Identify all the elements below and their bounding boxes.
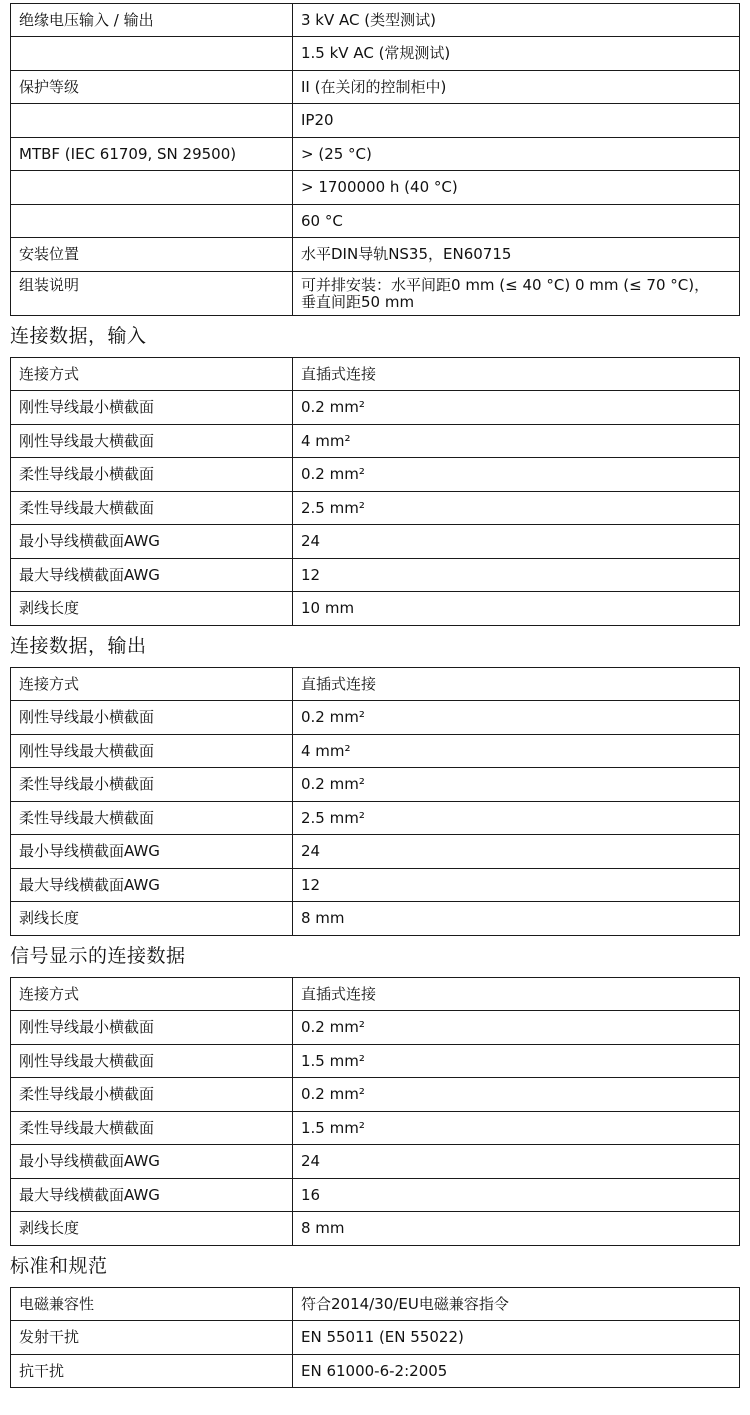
row-label: 连接方式 (11, 358, 293, 391)
section-title-signal: 信号显示的连接数据 (10, 945, 186, 967)
row-value-line: 可并排安装：水平间距0 mm (≤ 40 °C) 0 mm (≤ 70 °C)， (301, 275, 710, 294)
spec-table-general (10, 3, 740, 316)
table-row (11, 205, 740, 238)
table-row (11, 238, 740, 272)
table-row (11, 37, 740, 71)
spec-table-input (10, 357, 740, 626)
row-value: 2.5 mm² (293, 492, 740, 525)
row-value: 8 mm (293, 1212, 740, 1246)
table-row (11, 869, 740, 902)
table-row (11, 978, 740, 1011)
table-row (11, 1321, 740, 1355)
row-value: 0.2 mm² (293, 391, 740, 425)
row-value-line: 垂直间距50 mm (301, 292, 415, 311)
row-label: 刚性导线最大横截面 (11, 1045, 293, 1078)
row-value: 24 (293, 1145, 740, 1179)
row-label: 刚性导线最小横截面 (11, 391, 293, 425)
table-row (11, 592, 740, 626)
row-label: 剥线长度 (11, 592, 293, 626)
row-value: 10 mm (293, 592, 740, 626)
table-row (11, 272, 740, 316)
row-value: 1.5 kV AC (常规测试) (293, 37, 740, 71)
row-label: 最小导线横截面AWG (11, 525, 293, 559)
row-label: 最大导线横截面AWG (11, 869, 293, 902)
row-label: 连接方式 (11, 668, 293, 701)
table-row (11, 1288, 740, 1321)
table-row (11, 391, 740, 425)
row-label: 柔性导线最大横截面 (11, 1112, 293, 1145)
row-label: 最大导线横截面AWG (11, 559, 293, 592)
table-row (11, 668, 740, 701)
table-row (11, 559, 740, 592)
row-value: 60 °C (293, 205, 740, 238)
row-value: 符合2014/30/EU电磁兼容指令 (293, 1288, 740, 1321)
row-label: 绝缘电压输入 / 输出 (11, 4, 293, 37)
row-label (11, 205, 293, 238)
row-value: 1.5 mm² (293, 1045, 740, 1078)
row-value: II (在关闭的控制柜中) (293, 71, 740, 104)
row-value: 0.2 mm² (293, 1078, 740, 1112)
row-label: MTBF (IEC 61709, SN 29500) (11, 138, 293, 171)
row-label: 最大导线横截面AWG (11, 1179, 293, 1212)
row-value (293, 272, 740, 316)
row-value: 直插式连接 (293, 978, 740, 1011)
row-label: 抗干扰 (11, 1355, 293, 1388)
row-label: 柔性导线最小横截面 (11, 768, 293, 802)
table-row (11, 358, 740, 391)
row-value: 水平DIN导轨NS35，EN60715 (293, 238, 740, 272)
row-label: 刚性导线最小横截面 (11, 1011, 293, 1045)
row-value: 直插式连接 (293, 358, 740, 391)
row-value: 0.2 mm² (293, 1011, 740, 1045)
table-row (11, 492, 740, 525)
row-label: 发射干扰 (11, 1321, 293, 1355)
table-row (11, 735, 740, 768)
table-row (11, 1011, 740, 1045)
table-row (11, 1355, 740, 1388)
spec-table-output (10, 667, 740, 936)
row-value: IP20 (293, 104, 740, 138)
row-label (11, 37, 293, 71)
row-label (11, 104, 293, 138)
row-value: 0.2 mm² (293, 701, 740, 735)
table-row (11, 768, 740, 802)
row-value: 16 (293, 1179, 740, 1212)
spec-table-standards (10, 1287, 740, 1388)
table-row (11, 458, 740, 492)
row-label: 保护等级 (11, 71, 293, 104)
section-title-input: 连接数据，输入 (10, 325, 147, 347)
table-row (11, 425, 740, 458)
row-label: 剥线长度 (11, 1212, 293, 1246)
table-row (11, 1045, 740, 1078)
row-value: 0.2 mm² (293, 458, 740, 492)
row-label: 刚性导线最大横截面 (11, 425, 293, 458)
table-row (11, 802, 740, 835)
row-value: EN 55011 (EN 55022) (293, 1321, 740, 1355)
row-value: 24 (293, 525, 740, 559)
row-label: 柔性导线最小横截面 (11, 458, 293, 492)
table-row (11, 104, 740, 138)
table-row (11, 1179, 740, 1212)
row-label: 柔性导线最大横截面 (11, 802, 293, 835)
row-label: 最小导线横截面AWG (11, 1145, 293, 1179)
row-value: 8 mm (293, 902, 740, 936)
row-label: 最小导线横截面AWG (11, 835, 293, 869)
table-row (11, 701, 740, 735)
row-label: 柔性导线最大横截面 (11, 492, 293, 525)
row-label: 刚性导线最小横截面 (11, 701, 293, 735)
table-row (11, 525, 740, 559)
table-row (11, 4, 740, 37)
spec-table-signal (10, 977, 740, 1246)
row-label: 刚性导线最大横截面 (11, 735, 293, 768)
row-value: 3 kV AC (类型测试) (293, 4, 740, 37)
row-value: 2.5 mm² (293, 802, 740, 835)
row-value: 4 mm² (293, 735, 740, 768)
row-value: 12 (293, 559, 740, 592)
table-row (11, 902, 740, 936)
section-title-standards: 标准和规范 (10, 1255, 108, 1277)
table-row (11, 138, 740, 171)
section-title-output: 连接数据，输出 (10, 635, 147, 657)
table-row (11, 1145, 740, 1179)
row-value: 直插式连接 (293, 668, 740, 701)
table-row (11, 71, 740, 104)
row-label: 剥线长度 (11, 902, 293, 936)
table-row (11, 835, 740, 869)
row-label: 连接方式 (11, 978, 293, 1011)
row-value: 0.2 mm² (293, 768, 740, 802)
table-row (11, 171, 740, 205)
row-label: 组装说明 (11, 272, 293, 316)
row-value: 24 (293, 835, 740, 869)
table-row (11, 1078, 740, 1112)
row-value: 1.5 mm² (293, 1112, 740, 1145)
row-label (11, 171, 293, 205)
row-value: > (25 °C) (293, 138, 740, 171)
row-label: 电磁兼容性 (11, 1288, 293, 1321)
table-row (11, 1212, 740, 1246)
row-value: EN 61000-6-2:2005 (293, 1355, 740, 1388)
row-label: 柔性导线最小横截面 (11, 1078, 293, 1112)
table-row (11, 1112, 740, 1145)
row-value: > 1700000 h (40 °C) (293, 171, 740, 205)
row-value: 4 mm² (293, 425, 740, 458)
row-label: 安装位置 (11, 238, 293, 272)
row-value: 12 (293, 869, 740, 902)
